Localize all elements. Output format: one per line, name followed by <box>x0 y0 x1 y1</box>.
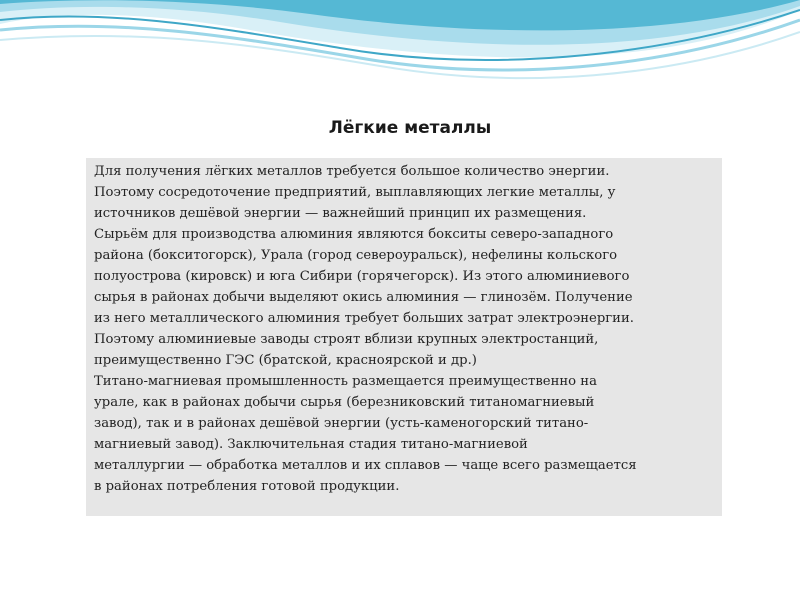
body-line: из него металлического алюминия требует больших затрат электроэнергии. <box>94 311 634 326</box>
body-line: магниевый завод). Заключительная стадия титано-магниевой <box>94 437 528 452</box>
body-line: района (бокситогорск), Урала (город североуральск), нефелины кольского <box>94 248 618 263</box>
body-line: металлургии — обработка металлов и их сплавов — чаще всего размещается <box>94 458 637 473</box>
body-line: завод), так и в районах дешёвой энергии (усть-каменогорский титано- <box>94 416 589 431</box>
body-line: Поэтому алюминиевые заводы строят вблизи крупных электростанций, <box>94 332 599 347</box>
body-line: Титано-магниевая промышленность размещается преимущественно на <box>94 374 597 389</box>
body-line: полуострова (кировск) и юга Сибири (горячегорск). Из этого алюминиевого <box>94 269 630 284</box>
body-line: Для получения лёгких металлов требуется большое количество энергии. <box>94 164 610 179</box>
header-wave-decoration <box>0 0 800 100</box>
body-line: урале, как в районах добычи сырья (березниковский титаномагниевый <box>94 395 595 410</box>
slide-title: Лёгкие металлы <box>328 118 492 138</box>
body-line: в районах потребления готовой продукции. <box>94 479 400 494</box>
body-line: преимущественно ГЭС (братской, красноярской и др.) <box>94 353 477 368</box>
body-line: Поэтому сосредоточение предприятий, выплавляющих легкие металлы, у <box>94 185 616 200</box>
body-line: Сырьём для производства алюминия являются бокситы северо-западного <box>94 227 614 242</box>
body-line: источников дешёвой энергии — важнейший принцип их размещения. <box>94 206 587 221</box>
body-line: сырья в районах добычи выделяют окись алюминия — глинозём. Получение <box>94 290 633 305</box>
